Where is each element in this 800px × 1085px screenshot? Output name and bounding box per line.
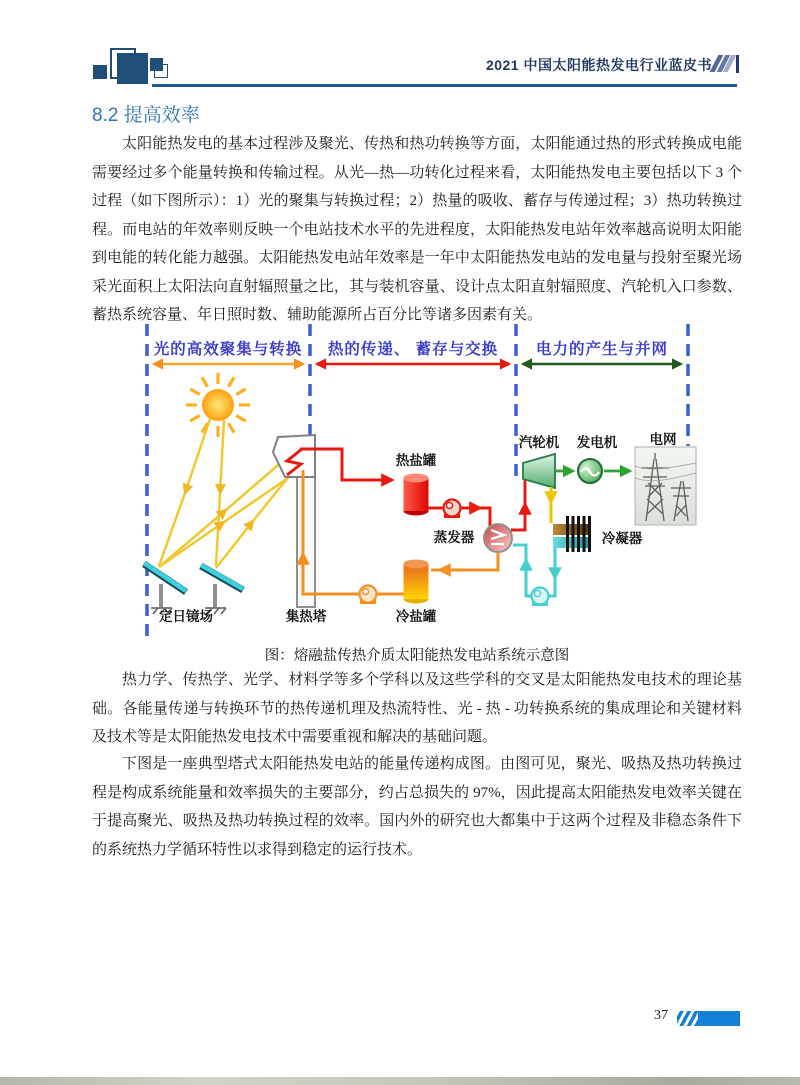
logo-square-small [93, 65, 107, 79]
label-generator: 发电机 [576, 435, 618, 450]
label-turbine: 汽轮机 [518, 435, 560, 450]
cold-salt-pump-icon [360, 586, 377, 605]
label-heliostat-field: 定日镜场 [159, 609, 213, 624]
label-tower: 集热塔 [285, 609, 327, 624]
logo-square-solid [117, 53, 148, 84]
footer-bar-solid [698, 1011, 740, 1026]
feedwater-pump-icon [532, 588, 549, 607]
footer-bar-stripes [677, 1011, 698, 1026]
power-grid-photo [635, 447, 696, 525]
stage-label-heat-transfer: 热的传递、 蓄存与交换 [327, 341, 499, 358]
figure-caption: 图：熔融盐传热介质太阳能热发电站系统示意图 [264, 648, 570, 664]
condensate-pipe [513, 545, 555, 596]
label-condenser: 冷凝器 [601, 531, 643, 546]
paragraph-3: 下图是一座典型塔式太阳能热发电站的能量传递构成图。由图可见，聚光、吸热及热功转换过程是构成系统能量和效率损失的主要部分，约占总损失的 97%，因此提高太阳能热发电效率关键在于提高聚光、吸热及热功转换过程的效率。国内外的研究也大都集中于这两个过程及非稳态条件下的系统热力学循环特性以求得到稳定的运行技术。 [92, 756, 742, 858]
label-grid: 电网 [649, 432, 677, 447]
tower-icon [273, 435, 315, 607]
hot-salt-pump-icon [444, 500, 461, 519]
page-number: 37 [654, 1008, 668, 1023]
header-rule [152, 84, 737, 87]
header-slashes-icon [714, 55, 739, 73]
label-evaporator: 蒸发器 [433, 530, 475, 545]
sun-beams [159, 419, 292, 568]
paragraph-2: 热力学、传热学、光学、材料学等多个学科以及这些学科的交叉是太阳能热发电技术的理论基础。各能量传递与转换环节的热传递机理及热流特性、光 - 热 - 功转换系统的集成理论和关键材料及技术等是太阳能热发电技术中需要重视和解决的基础问题。 [92, 672, 742, 745]
paragraph-1: 太阳能热发电的基本过程涉及聚光、传热和热功转换等方面，太阳能通过热的形式转换成电能需要经过多个能量转换和传输过程。从光—热—功转化过程来看，太阳能热发电主要包括以下 3 个过程（如下图所示）：1）光的聚集与转换过程；2）热量的吸收、蓄存与传递过程；3）热功转换过程。而电站的年效率则反映一个电站技术水平的先进程度，太阳能热发电站年效率越高说明太阳能到电能的转化能力越强。太阳能热发电站年效率是一年中太阳能热发电站的发电量与投射至聚光场采光面积上太阳法向直射辐照量之比，其与装机容量、设计点太阳直射辐照度、汽轮机入口参数、蓄热系统容量、年日照时数、辅助能源所占百分比等诸多因素有关。 [92, 136, 742, 323]
generator-icon [578, 459, 602, 483]
label-cold-tank: 冷盐罐 [395, 609, 437, 624]
stage-label-concentration: 光的高效聚集与转换 [153, 341, 303, 358]
evaporator-icon [484, 524, 512, 552]
stage-label-power: 电力的产生与并网 [535, 341, 669, 358]
hot-tank-icon [404, 474, 429, 516]
turbine-icon [523, 454, 555, 488]
steam-pipe [511, 479, 525, 530]
condenser-icon [553, 516, 591, 552]
cold-tank-icon [404, 560, 429, 604]
page-bottom-edge [0, 1077, 800, 1085]
header-title: 2021 中国太阳能热发电行业蓝皮书 [485, 57, 712, 73]
footer-bar [677, 1011, 740, 1026]
evaporator-to-cold-tank-pipe [431, 552, 498, 570]
cold-salt-pipe [303, 470, 405, 594]
section-heading: 8.2 提高效率 [92, 105, 200, 126]
heliostat-icons [144, 563, 243, 614]
logo-square-solid-small [150, 58, 163, 71]
csp-system-diagram [130, 318, 710, 650]
sun-icon [186, 373, 250, 437]
label-hot-tank: 热盐罐 [395, 453, 437, 468]
